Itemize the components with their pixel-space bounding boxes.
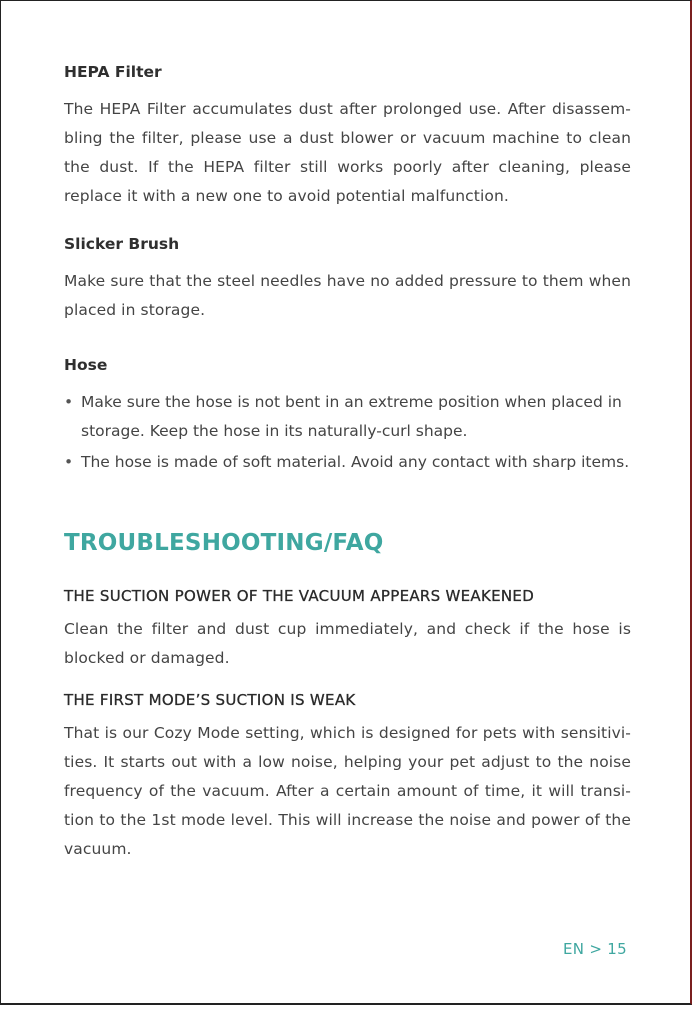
faq-item	[64, 687, 631, 864]
page-content	[64, 59, 631, 864]
hepa-filter-body: The HEPA Filter accumulates dust after prolonged use. After disassem-bling the filter, please use a dust blower or vacuum machine to clean the dust. If the HEPA filter still works poorly after cleaning, please replace it with a new one to avoid potential malfunction.	[64, 100, 631, 205]
hepa-filter-section	[64, 59, 631, 211]
faq-answer: Clean the filter and dust cup immediately, and check if the hose is blocked or damaged.	[64, 620, 631, 667]
slicker-brush-section	[64, 231, 631, 325]
list-item: • Make sure the hose is not bent in an extreme position when placed in storage. Keep the hose in its naturally-curl shape.	[64, 388, 631, 446]
slicker-brush-body: Make sure that the steel needles have no added pressure to them when placed in storage.	[64, 272, 631, 319]
troubleshooting-section	[64, 527, 631, 864]
faq-question: THE SUCTION POWER OF THE VACUUM APPEARS WEAKENED	[64, 587, 535, 605]
hose-bullet-list	[64, 388, 631, 477]
page-number: EN > 15	[563, 940, 627, 958]
hose-heading: Hose	[64, 356, 108, 374]
list-item: • The hose is made of soft material. Avoid any contact with sharp items.	[64, 448, 631, 477]
faq-answer: That is our Cozy Mode setting, which is designed for pets with sensitivi-ties. It starts out with a low noise, helping your pet adjust to the noise frequency of the vacuum. After a certain amount of time, it will transi-tion to the 1st mode level. This will increase the noise and power of the vacuum.	[64, 724, 631, 858]
hose-section	[64, 352, 631, 477]
troubleshooting-title: TROUBLESHOOTING/FAQ	[64, 530, 384, 556]
slicker-brush-heading: Slicker Brush	[64, 235, 180, 253]
faq-item	[64, 583, 631, 673]
hepa-filter-heading: HEPA Filter	[64, 63, 162, 81]
faq-question: THE FIRST MODE’S SUCTION IS WEAK	[64, 691, 356, 709]
